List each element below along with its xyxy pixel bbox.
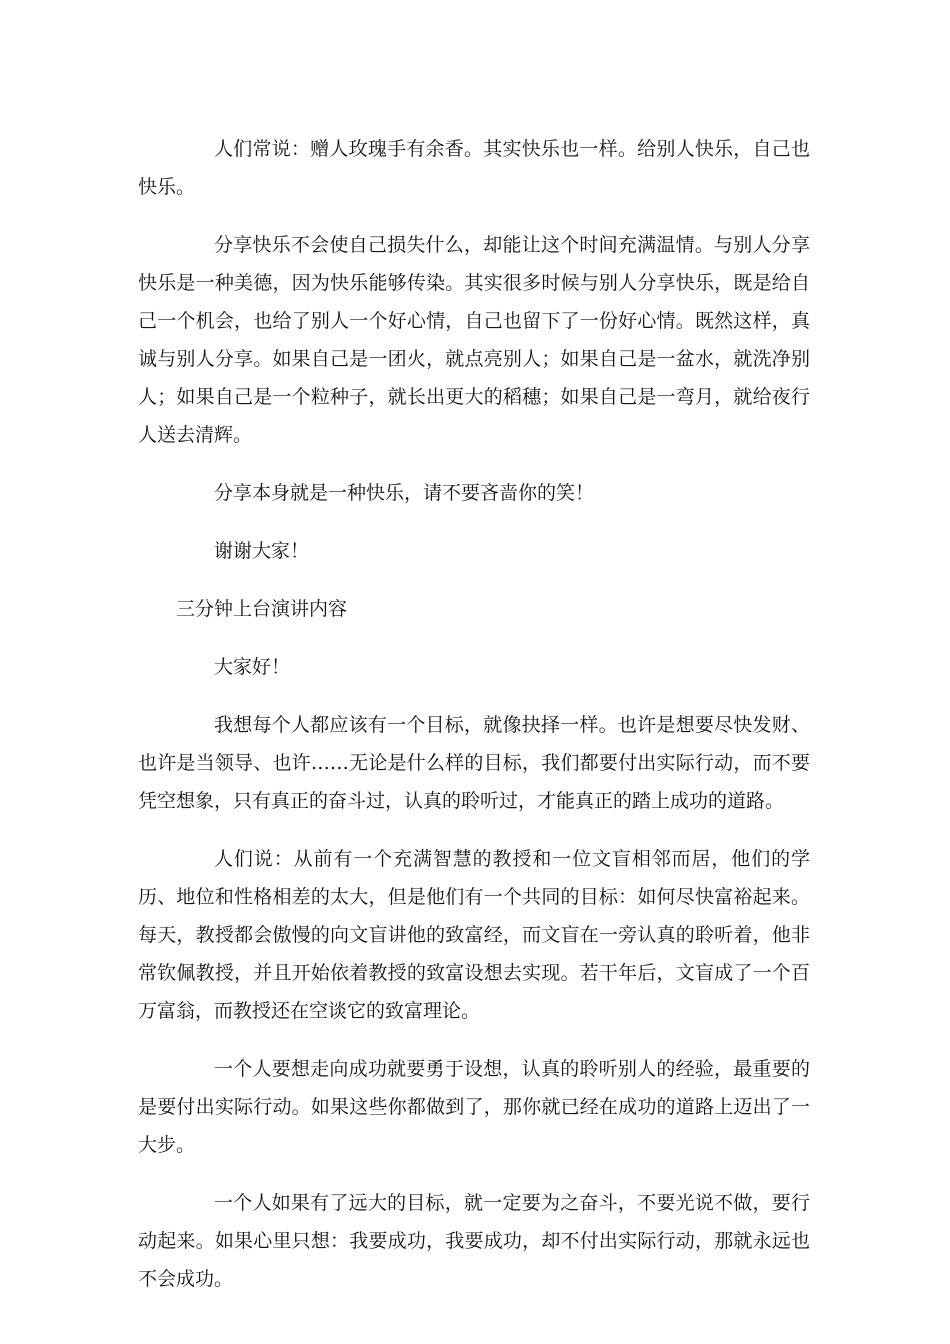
paragraph: 我想每个人都应该有一个目标，就像抉择一样。也许是想要尽快发财、也许是当领导、也许……无论是什么样的目标，我们都要付出实际行动，而不要凭空想象，只有真正的奋斗过，认真的聆听过，才能真正的踏上成功的道路。 <box>138 714 810 812</box>
paragraph: 人们说：从前有一个充满智慧的教授和一位文盲相邻而居，他们的学历、地位和性格相差的太大，但是他们有一个共同的目标：如何尽快富裕起来。每天，教授都会傲慢的向文盲讲他的致富经，而文盲在一旁认真的聆听着，他非常钦佩教授，并且开始依着教授的致富设想去实现。若干年后，文盲成了一个百万富翁，而教授还在空谈它的致富理论。 <box>138 848 810 1022</box>
document-body <box>138 130 810 1318</box>
paragraph: 人们常说：赠人玫瑰手有余香。其实快乐也一样。给别人快乐，自己也快乐。 <box>138 138 810 198</box>
paragraph: 分享快乐不会使自己损失什么，却能让这个时间充满温情。与别人分享快乐是一种美德，因为快乐能够传染。其实很多时候与别人分享快乐，既是给自己一个机会，也给了别人一个好心情，自己也留下了一份好心情。既然这样，真诚与别人分享。如果自己是一团火，就点亮别人；如果自己是一盆水，就洗净别人；如果自己是一个粒种子，就长出更大的稻穗；如果自己是一弯月，就给夜行人送去清辉。 <box>138 234 810 446</box>
greeting: 大家好！ <box>214 656 291 678</box>
paragraph: 分享本身就是一种快乐，请不要吝啬你的笑！ <box>214 482 595 504</box>
section-heading: 三分钟上台演讲内容 <box>176 598 348 620</box>
paragraph: 一个人如果有了远大的目标，就一定要为之奋斗，不要光说不做，要行动起来。如果心里只想：我要成功，我要成功，却不付出实际行动，那就永远也不会成功。 <box>138 1192 810 1290</box>
paragraph: 谢谢大家！ <box>214 540 310 562</box>
paragraph: 一个人要想走向成功就要勇于设想，认真的聆听别人的经验，最重要的是要付出实际行动。如果这些你都做到了，那你就已经在成功的道路上迈出了一大步。 <box>138 1058 810 1156</box>
